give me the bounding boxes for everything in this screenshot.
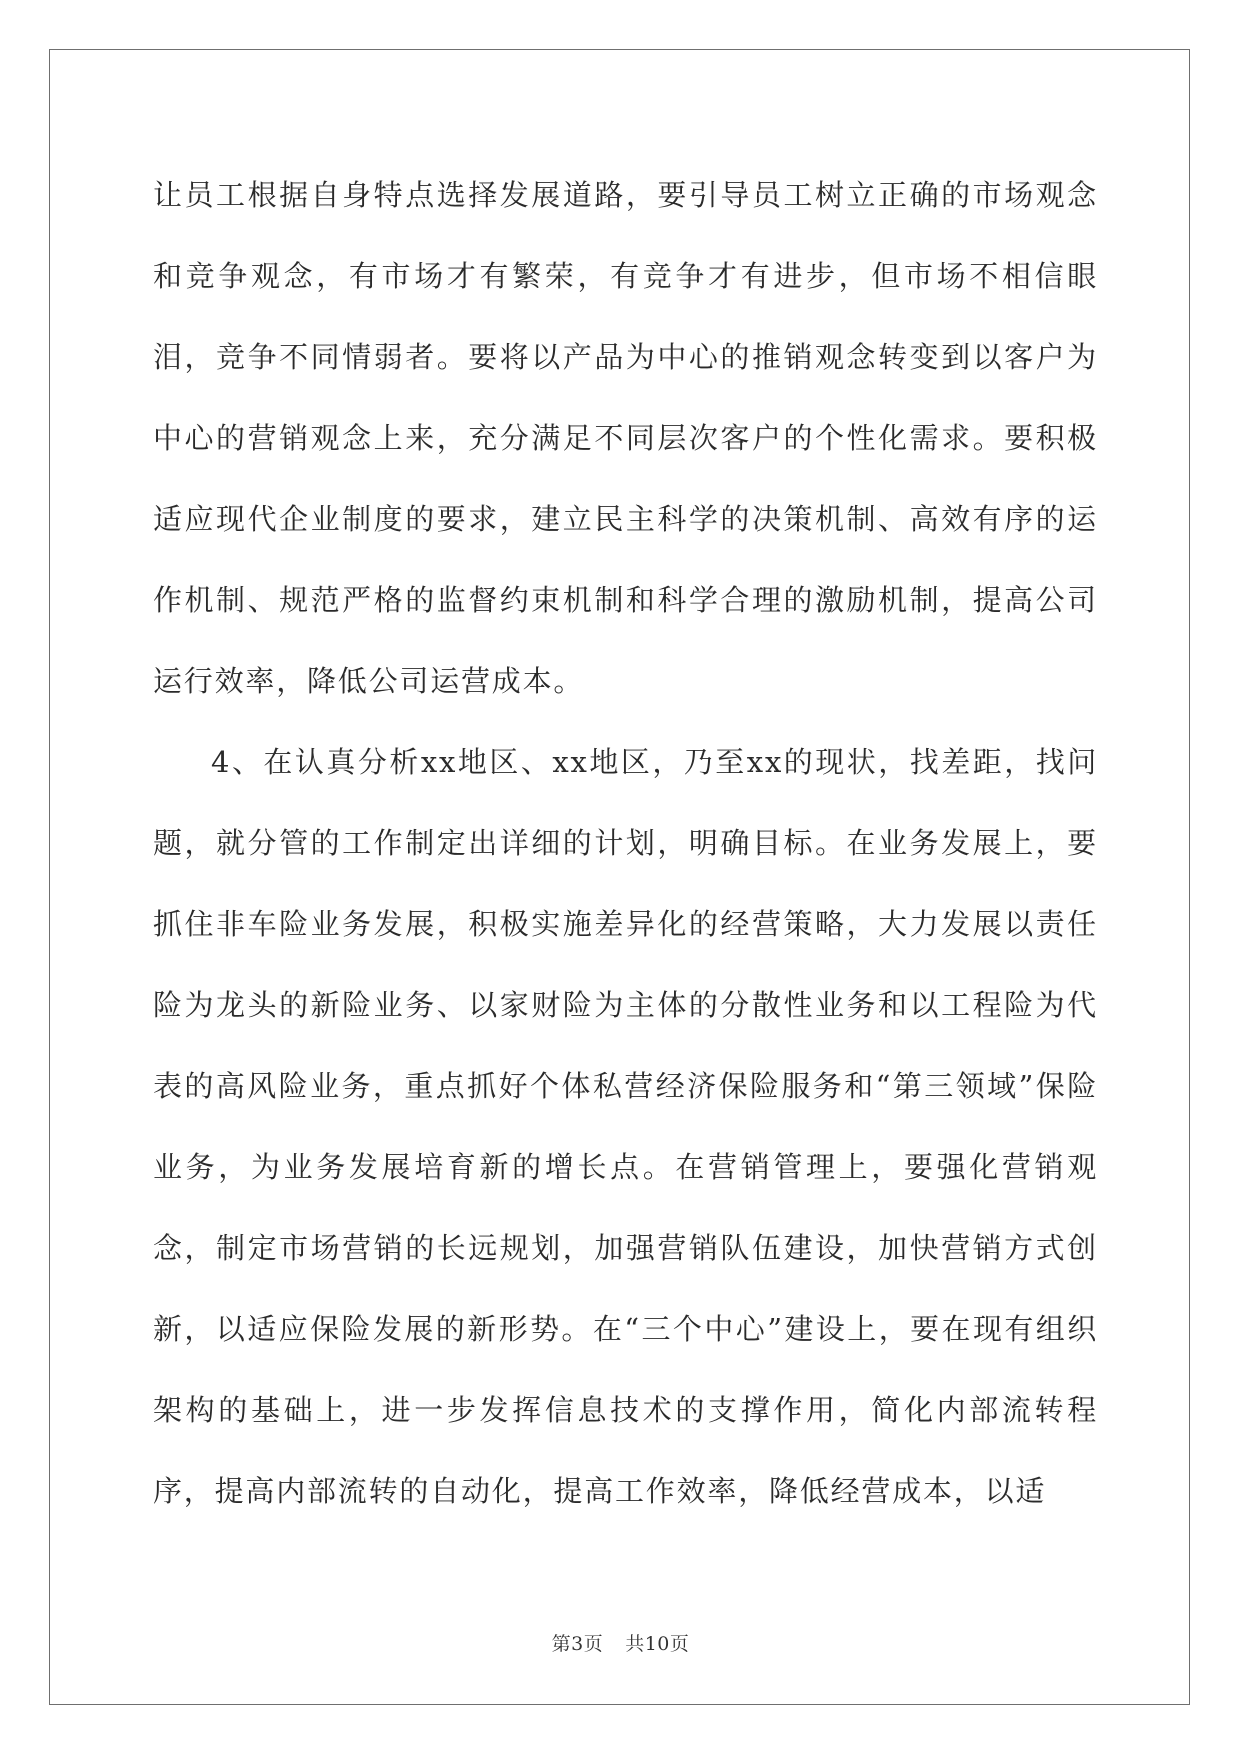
paragraph-continuation: 让员工根据自身特点选择发展道路，要引导员工树立正确的市场观念和竞争观念，有市场才有繁荣，有竞争才有进步，但市场不相信眼泪，竞争不同情弱者。要将以产品为中心的推销观念转变到以客户为中心的营销观念上来，充分满足不同层次客户的个性化需求。要积极适应现代企业制度的要求，建立民主科学的决策机制、高效有序的运作机制、规范严格的监督约束机制和科学合理的激励机制，提高公司运行效率，降低公司运营成本。 [153, 178, 1098, 698]
page-footer [0, 1629, 1241, 1656]
paragraph-item-4: 4、在认真分析xx地区、xx地区，乃至xx的现状，找差距，找问题，就分管的工作制定出详细的计划，明确目标。在业务发展上，要抓住非车险业务发展，积极实施差异化的经营策略，大力发展以责任险为龙头的新险业务、以家财险为主体的分散性业务和以工程险为代表的高风险业务，重点抓好个体私营经济保险服务和“第三领域”保险业务，为业务发展培育新的增长点。在营销管理上，要强化营销观念，制定市场营销的长远规划，加强营销队伍建设，加快营销方式创新，以适应保险发展的新形势。在“三个中心”建设上，要在现有组织架构的基础上，进一步发挥信息技术的支撑作用，简化内部流转程序，提高内部流转的自动化，提高工作效率，降低经营成本，以适 [153, 745, 1098, 1508]
page-number-total: 共10页 [625, 1633, 690, 1655]
document-body [153, 155, 1098, 1532]
page-number-current: 第3页 [551, 1633, 604, 1655]
